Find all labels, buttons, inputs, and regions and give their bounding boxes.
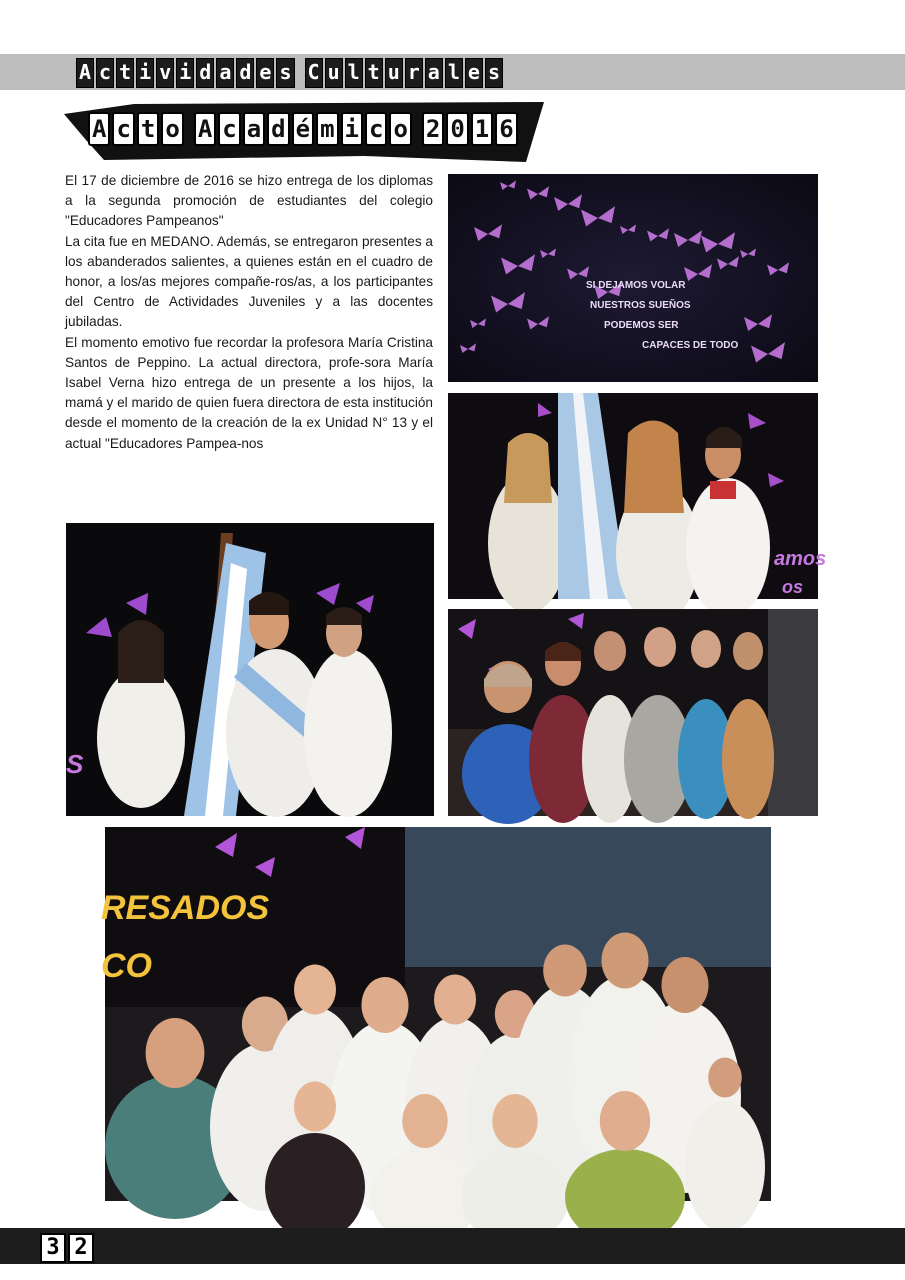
person-head bbox=[361, 977, 408, 1033]
person-head bbox=[600, 1091, 650, 1151]
title-letter: u bbox=[325, 58, 343, 88]
section-title bbox=[76, 58, 503, 88]
headline bbox=[88, 112, 518, 146]
banner-fragment-2: os bbox=[782, 577, 804, 597]
title-letter: 1 bbox=[471, 112, 493, 146]
wall-text-1: SI DEJAMOS VOLAR bbox=[586, 280, 686, 291]
title-letter: d bbox=[196, 58, 214, 88]
title-letter: i bbox=[176, 58, 194, 88]
title-letter: i bbox=[136, 58, 154, 88]
title-letter: 0 bbox=[446, 112, 468, 146]
person-body bbox=[685, 1101, 765, 1233]
person-body bbox=[265, 1133, 365, 1241]
group-banner-text-2: CO bbox=[101, 947, 152, 985]
wall-text-4: CAPACES DE TODO bbox=[642, 340, 739, 351]
person-head bbox=[601, 933, 648, 989]
title-letter: i bbox=[341, 112, 363, 146]
title-letter: e bbox=[256, 58, 274, 88]
title-letter: t bbox=[116, 58, 134, 88]
paragraph-2: La cita fue en MEDANO. Además, se entregaron presentes a los abanderados salientes, a quienes están en el cuadro de honor, a los/as mejores compañe-ros/as, a los participantes del Centro de Actividades Juveniles y a las docentes jubiladas. bbox=[65, 233, 433, 330]
title-letter: 2 bbox=[422, 112, 444, 146]
title-letter: d bbox=[236, 58, 254, 88]
title-letter: a bbox=[216, 58, 234, 88]
title-letter: t bbox=[365, 58, 383, 88]
title-letter: o bbox=[389, 112, 411, 146]
title-letter: o bbox=[161, 112, 183, 146]
photo-family-tribute bbox=[448, 609, 818, 816]
title-letter: l bbox=[345, 58, 363, 88]
title-letter: A bbox=[76, 58, 94, 88]
group-banner-text: RESADOS bbox=[101, 889, 270, 927]
photo-butterflies bbox=[448, 174, 818, 382]
title-letter: c bbox=[112, 112, 134, 146]
photo-flag-bearers-left bbox=[66, 523, 434, 816]
person-head bbox=[294, 965, 336, 1015]
title-letter: A bbox=[194, 112, 216, 146]
title-letter: m bbox=[316, 112, 338, 146]
photo-group bbox=[101, 827, 771, 1201]
title-letter: e bbox=[465, 58, 483, 88]
wall-text-2: NUESTROS SUEÑOS bbox=[590, 300, 691, 311]
title-letter: s bbox=[485, 58, 503, 88]
article-body bbox=[65, 171, 433, 454]
title-letter: 2 bbox=[68, 1233, 94, 1263]
person-head bbox=[543, 945, 587, 997]
title-letter: a bbox=[243, 112, 265, 146]
svg-text:S: S bbox=[66, 749, 84, 779]
title-letter bbox=[297, 58, 303, 88]
person-head bbox=[492, 1094, 537, 1148]
title-letter: s bbox=[276, 58, 294, 88]
page-number bbox=[40, 1233, 94, 1263]
title-letter: c bbox=[96, 58, 114, 88]
title-letter: v bbox=[156, 58, 174, 88]
person-head bbox=[434, 975, 476, 1025]
title-letter: d bbox=[267, 112, 289, 146]
photo-flag-bearers-right bbox=[448, 393, 827, 599]
person-head bbox=[294, 1082, 336, 1132]
title-letter: C bbox=[305, 58, 323, 88]
title-letter: c bbox=[218, 112, 240, 146]
title-letter: u bbox=[385, 58, 403, 88]
banner-fragment: amos bbox=[774, 548, 827, 570]
paragraph-1: El 17 de diciembre de 2016 se hizo entrega de los diplomas a la segunda promoción de estudiantes del colegio "Educadores Pampeanos" bbox=[65, 173, 433, 229]
person-head bbox=[708, 1058, 742, 1098]
title-letter: l bbox=[445, 58, 463, 88]
wall-text-3: PODEMOS SER bbox=[604, 320, 679, 331]
footer-band bbox=[0, 1228, 905, 1264]
person-head bbox=[146, 1018, 205, 1088]
title-letter: é bbox=[292, 112, 314, 146]
paragraph-3: El momento emotivo fue recordar la profesora María Cristina Santos de Peppino. La actual directora, profe-sora María Isabel Verna hizo entrega de un presente a los hijos, la mamá y el marido de quien fuera directora de esta institución desde el momento de la creación de la ex Unidad N° 13 y el actual "Educadores Pampea-nos bbox=[65, 334, 433, 451]
title-letter: c bbox=[365, 112, 387, 146]
person-head bbox=[661, 957, 708, 1013]
title-letter: t bbox=[137, 112, 159, 146]
title-letter: 3 bbox=[40, 1233, 66, 1263]
title-letter: r bbox=[405, 58, 423, 88]
title-letter: 6 bbox=[495, 112, 517, 146]
title-letter: a bbox=[425, 58, 443, 88]
person-head bbox=[402, 1094, 447, 1148]
title-letter: A bbox=[88, 112, 110, 146]
